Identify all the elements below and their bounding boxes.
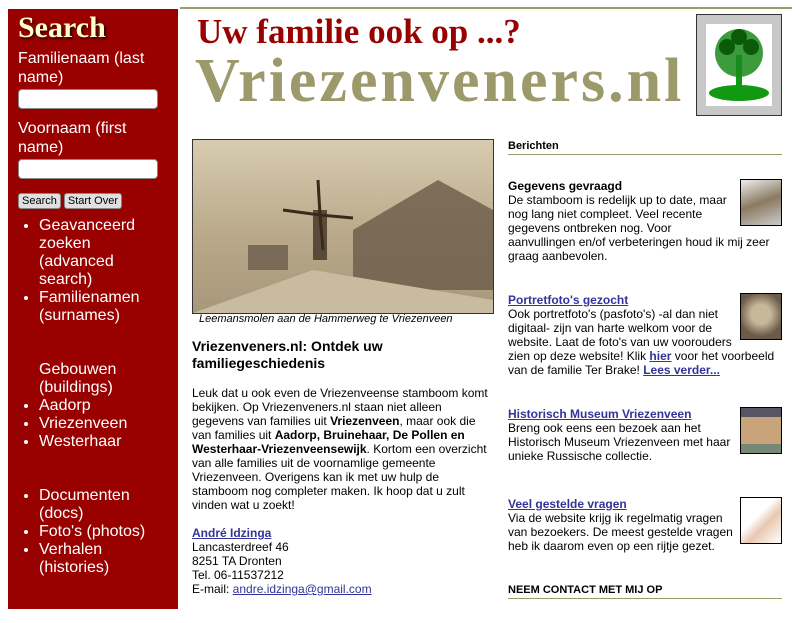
intro-section (192, 338, 492, 596)
nav-documents[interactable]: • Documenten (docs) (39, 487, 168, 523)
intro-heading: Vriezenveners.nl: Ontdek uw familiegeschiedenis (192, 338, 383, 371)
firstname-label: Voornaam (first name) (18, 120, 127, 156)
top-divider (180, 7, 792, 9)
news-item: Portretfoto's gezocht Ook portretfoto's (pasfoto's) -al dan niet digitaal- zijn van harte welkom voor de website. Laat de foto's van uw voorouders zien op deze website! Klik hier voor het voorbeeld van de familie Ter Brake! Lees verder... (508, 293, 782, 377)
nav-surnames[interactable]: • Familienamen (surnames) (39, 289, 168, 325)
windmill-image (193, 140, 493, 313)
news-title-link[interactable]: Portretfoto's gezocht (508, 293, 629, 307)
tree-icon (697, 15, 781, 115)
pen-thumbnail (740, 497, 782, 544)
search-sidebar (8, 9, 178, 609)
here-link[interactable]: hier (649, 349, 672, 363)
read-more-link[interactable]: Lees verder... (643, 363, 720, 377)
news-item: Historisch Museum Vriezenveen Breng ook eens een bezoek aan het Historisch Museum Vriezenveen met haar unieke Russische collectie. (508, 407, 782, 467)
museum-thumbnail (740, 407, 782, 454)
lastname-label: Familienaam (last name) (18, 50, 145, 86)
firstname-input[interactable] (18, 159, 158, 179)
news-title-link[interactable]: Historisch Museum Vriezenveen (508, 407, 692, 421)
intro-paragraph: Leuk dat u ook even de Vriezenveense stamboom komt bekijken. Op Vriezenveners.nl staan niet alleen gegevens van families uit Vriezenveen, maar ook die van families uit Aadorp, Bruinehaar, De Pollen en Westerhaar-Vriezenveensewijk. Kortom een overzicht van alle families uit de voornamlige gemeente Vriezenveen. Overigens kan ik met uw hulp de stamboom nog completer maken. Ik hoop dat u zult vinden wat u zoekt! (192, 386, 488, 512)
nav-advanced-search[interactable]: • Geavanceerd zoeken (advanced search) (39, 217, 168, 289)
nav-westerhaar[interactable]: • Westerhaar (39, 433, 168, 451)
news-item: Veel gestelde vragen Via de website krijg ik regelmatig vragen van bezoekers. De meest gestelde vragen heb ik daarom even op een rijtje gezet. (508, 497, 782, 557)
book-thumbnail (740, 179, 782, 226)
photo-caption: Leemansmolen aan de Hammerweg te Vriezenveen (199, 313, 453, 325)
nav-list (18, 217, 168, 577)
site-title: Vriezenveners.nl (195, 47, 685, 115)
start-over-button[interactable]: Start Over (64, 193, 122, 209)
news-heading: Berichten (508, 139, 782, 155)
nav-histories[interactable]: • Verhalen (histories) (39, 541, 168, 577)
news-title-link[interactable]: Veel gestelde vragen (508, 497, 627, 511)
nav-vriezenveen[interactable]: • Vriezenveen (39, 415, 168, 433)
portrait-thumbnail (740, 293, 782, 340)
coat-of-arms-logo (696, 14, 782, 116)
contact-heading: NEEM CONTACT MET MIJ OP (508, 583, 782, 599)
news-item: Gegevens gevraagd De stamboom is redelijk up to date, maar nog lang niet compleet. Veel recente gegevens ontbreken nog. Voor aanvullingen en/of verbeteringen houd ik mij zeer graag aanbevolen. (508, 179, 782, 263)
windmill-photo (192, 139, 494, 314)
header-tagline: Uw familie ook op ...? (197, 12, 521, 51)
nav-photos[interactable]: • Foto's (photos) (39, 523, 168, 541)
lastname-input[interactable] (18, 89, 158, 109)
search-button[interactable]: Search (18, 193, 61, 209)
author-link[interactable]: André Idzinga (192, 526, 272, 540)
nav-aadorp[interactable]: • Aadorp (39, 397, 168, 415)
contact-address: André Idzinga Lancasterdreef 46 8251 TA Dronten Tel. 06-11537212 E-mail: andre.idzinga@gmail.com (192, 526, 372, 596)
nav-buildings-heading: Gebouwen (buildings) (39, 361, 117, 396)
sidebar-title: Search (18, 11, 106, 44)
news-title: Gegevens gevraagd (508, 179, 623, 193)
news-column (508, 139, 782, 623)
email-link[interactable]: andre.idzinga@gmail.com (232, 582, 372, 596)
